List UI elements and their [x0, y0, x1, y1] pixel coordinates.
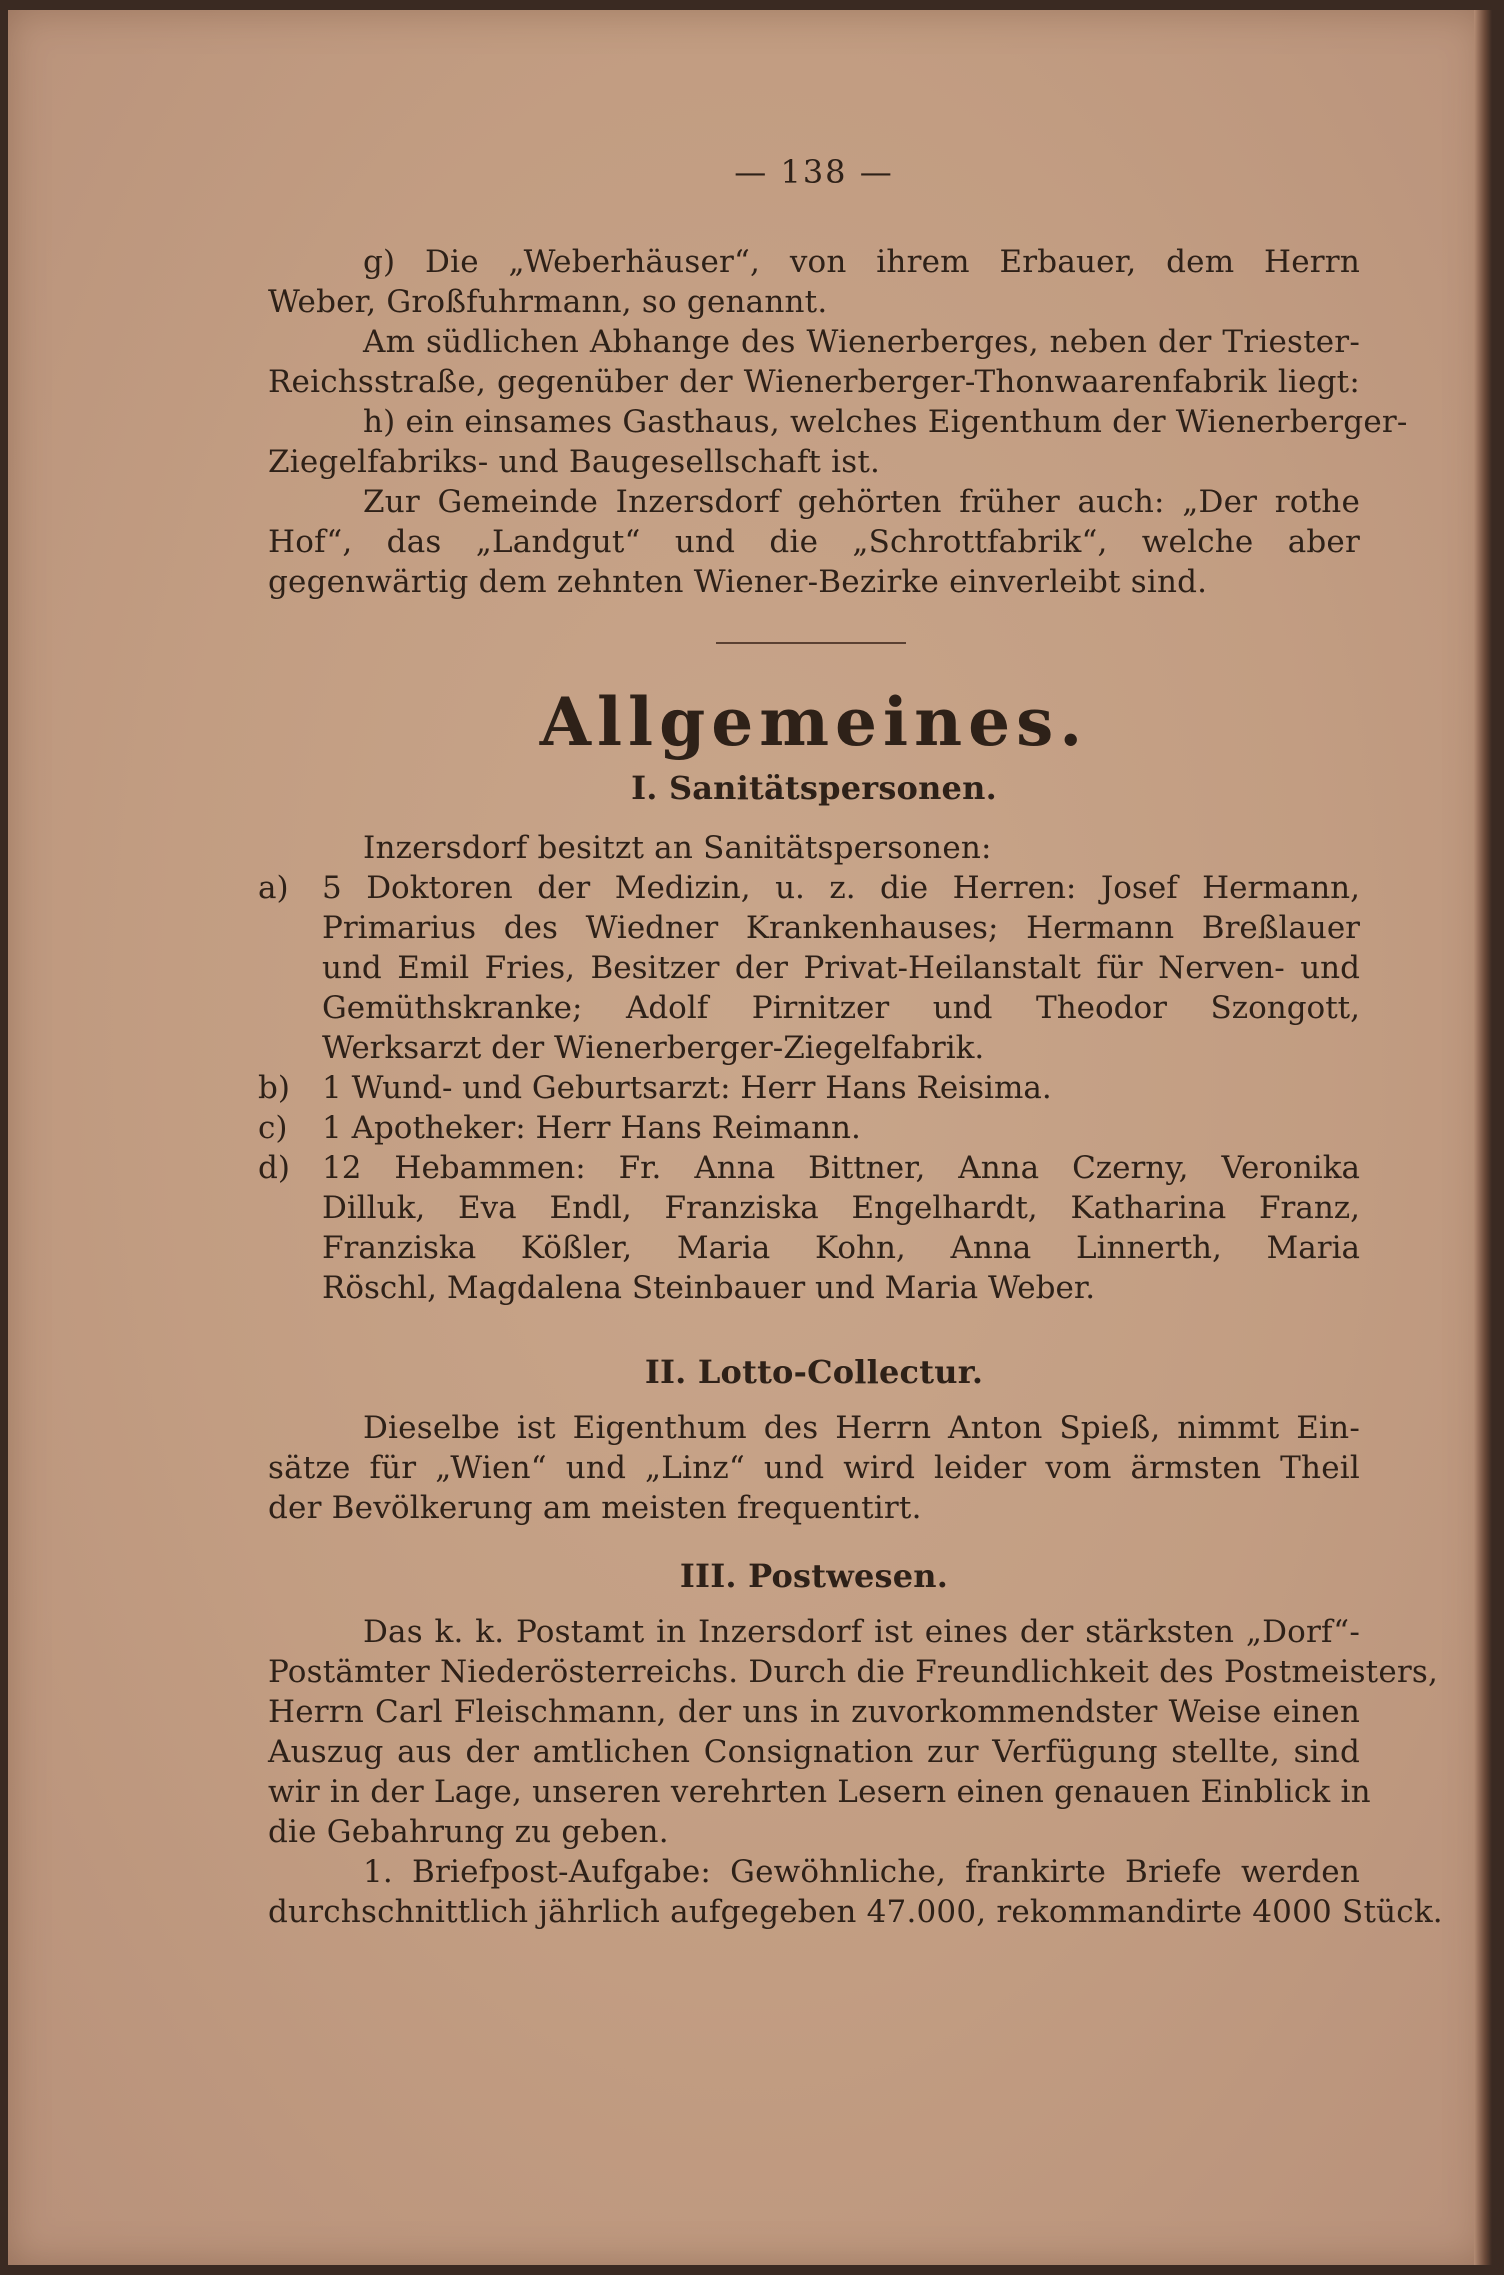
text-line: sätze für „Wien“ und „Linz“ und wird leider vom ärmsten Theil — [268, 1450, 1360, 1486]
text-line: Zur Gemeinde Inzersdorf gehörten früher auch: „Der rothe — [363, 484, 1360, 520]
main-heading: Allgemeines. — [539, 683, 1089, 761]
list-item-label: d) — [258, 1150, 290, 1186]
text-line: Das k. k. Postamt in Inzersdorf ist eines der stärksten „Dorf“- — [363, 1614, 1360, 1650]
text-line: Weber, Großfuhrmann, so genannt. — [268, 284, 828, 320]
section-intro: Inzersdorf besitzt an Sanitätspersonen: — [363, 830, 992, 866]
list-item-line: Dilluk, Eva Endl, Franziska Engelhardt, Katharina Franz, — [322, 1190, 1360, 1226]
text-line: Reichsstraße, gegenüber der Wienerberger-Thonwaarenfabrik liegt: — [268, 364, 1360, 400]
section-title-post: III. Postwesen. — [679, 1557, 949, 1595]
text-line: Auszug aus der amtlichen Consignation zur Verfügung stellte, sind — [268, 1734, 1360, 1770]
text-line: die Gebahrung zu geben. — [268, 1814, 669, 1850]
list-item-line: 5 Doktoren der Medizin, u. z. die Herren: Josef Hermann, — [322, 870, 1360, 906]
text-line: h) ein einsames Gasthaus, welches Eigenthum der Wienerberger- — [363, 404, 1408, 440]
list-item-line: 12 Hebammen: Fr. Anna Bittner, Anna Czerny, Veronika — [322, 1150, 1360, 1186]
section-divider — [716, 642, 906, 644]
text-line: g) Die „Weberhäuser“, von ihrem Erbauer, dem Herrn — [363, 244, 1360, 280]
list-item-label: a) — [258, 870, 289, 906]
list-item-line: Primarius des Wiedner Krankenhauses; Hermann Breßlauer — [322, 910, 1360, 946]
text-line: durchschnittlich jährlich aufgegeben 47.000, rekommandirte 4000 Stück. — [268, 1894, 1443, 1930]
text-line: wir in der Lage, unseren verehrten Lesern einen genauen Einblick in — [268, 1774, 1371, 1810]
text-line: Ziegelfabriks- und Baugesellschaft ist. — [268, 444, 881, 480]
list-item-line: 1 Wund- und Geburtsarzt: Herr Hans Reisima. — [322, 1070, 1052, 1106]
list-item-line: 1 Apotheker: Herr Hans Reimann. — [322, 1110, 861, 1146]
list-item-line: und Emil Fries, Besitzer der Privat-Heilanstalt für Nerven- und — [322, 950, 1360, 986]
list-item-label: b) — [258, 1070, 290, 1106]
text-line: Dieselbe ist Eigenthum des Herrn Anton Spieß, nimmt Ein- — [363, 1410, 1360, 1446]
text-line: Herrn Carl Fleischmann, der uns in zuvorkommendster Weise einen — [268, 1694, 1360, 1730]
list-item-line: Röschl, Magdalena Steinbauer und Maria Weber. — [322, 1270, 1096, 1306]
text-line: 1. Briefpost-Aufgabe: Gewöhnliche, frankirte Briefe werden — [363, 1854, 1360, 1890]
section-title-sanitaet: I. Sanitätspersonen. — [631, 769, 997, 807]
text-line: Hof“, das „Landgut“ und die „Schrottfabrik“, welche aber — [268, 524, 1360, 560]
list-item-line: Werksarzt der Wienerberger-Ziegelfabrik. — [322, 1030, 985, 1066]
page-number: — 138 — — [734, 153, 894, 191]
list-item-line: Gemüthskranke; Adolf Pirnitzer und Theodor Szongott, — [322, 990, 1360, 1026]
text-line: Am südlichen Abhange des Wienerberges, neben der Triester- — [363, 324, 1360, 360]
list-item-label: c) — [258, 1110, 288, 1146]
text-line: der Bevölkerung am meisten frequentirt. — [268, 1490, 922, 1526]
list-item-line: Franziska Kößler, Maria Kohn, Anna Linnerth, Maria — [322, 1230, 1360, 1266]
text-line: gegenwärtig dem zehnten Wiener-Bezirke einverleibt sind. — [268, 564, 1208, 600]
section-title-lotto: II. Lotto-Collectur. — [644, 1353, 984, 1391]
book-page — [8, 10, 1486, 2265]
text-line: Postämter Niederösterreichs. Durch die Freundlichkeit des Postmeisters, — [268, 1654, 1439, 1690]
